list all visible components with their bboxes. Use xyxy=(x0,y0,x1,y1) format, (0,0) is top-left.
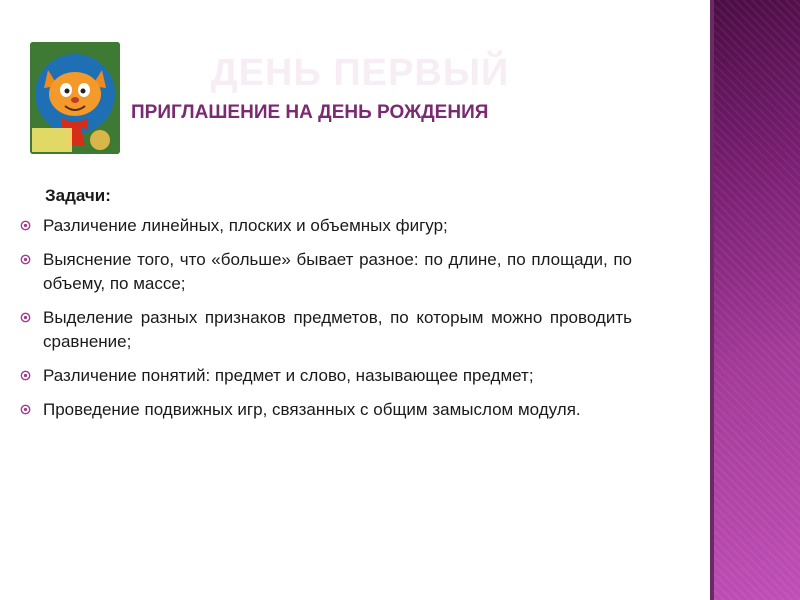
bullet-icon xyxy=(20,254,31,265)
tasks-section xyxy=(18,184,632,432)
task-text: Различение понятий: предмет и слово, называющее предмет; xyxy=(43,366,534,385)
list-item xyxy=(18,214,632,238)
bullet-icon xyxy=(20,404,31,415)
list-item xyxy=(18,306,632,354)
slide-title: ДЕНЬ ПЕРВЫЙ xyxy=(210,52,510,94)
bullet-icon xyxy=(20,312,31,323)
task-text: Выяснение того, что «больше» бывает разное: по длине, по площади, по объему, по массе; xyxy=(43,250,632,293)
list-item xyxy=(18,248,632,296)
task-text: Проведение подвижных игр, связанных с общим замыслом модуля. xyxy=(43,400,581,419)
list-item xyxy=(18,398,632,422)
tasks-heading: Задачи: xyxy=(45,186,111,205)
list-item xyxy=(18,364,632,388)
side-panel-hatch xyxy=(714,0,800,600)
task-text: Различение линейных, плоских и объемных фигур; xyxy=(43,216,448,235)
slide-subtitle: ПРИГЛАШЕНИЕ НА ДЕНЬ РОЖДЕНИЯ xyxy=(131,102,489,123)
task-text: Выделение разных признаков предметов, по которым можно проводить сравнение; xyxy=(43,308,632,351)
bullet-icon xyxy=(20,220,31,231)
tasks-list xyxy=(18,214,632,422)
bullet-icon xyxy=(20,370,31,381)
